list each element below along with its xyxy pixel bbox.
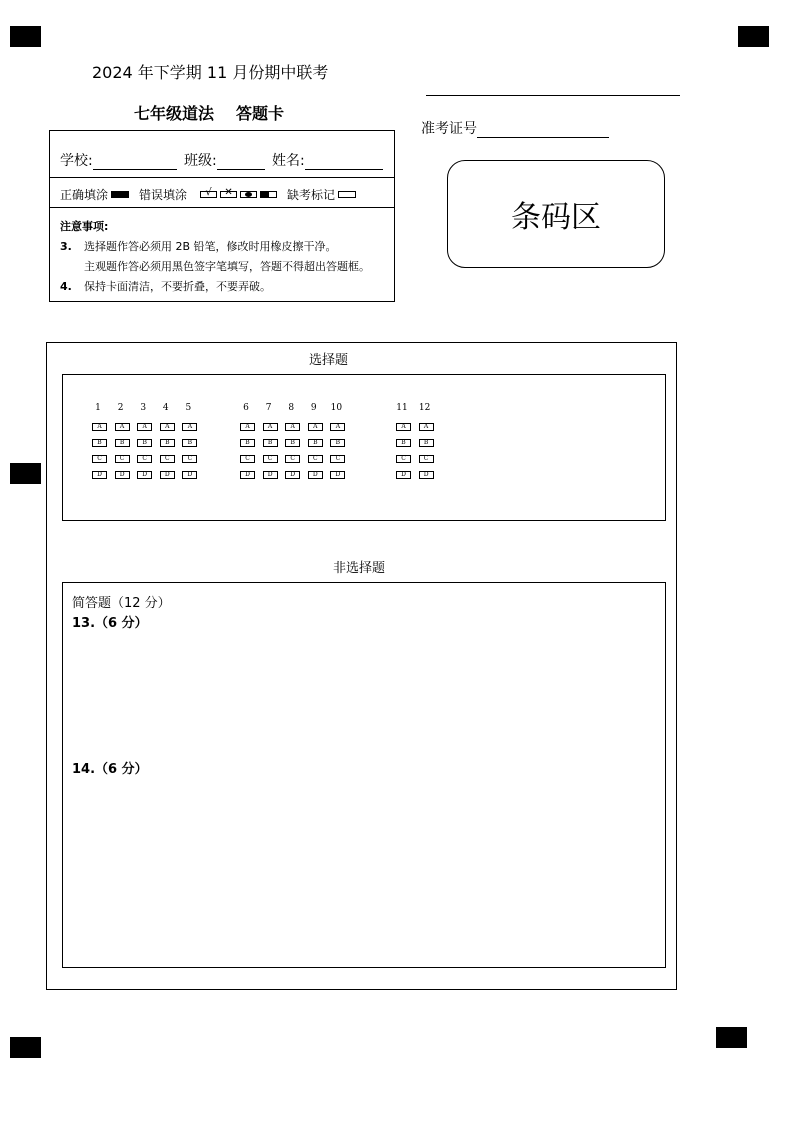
registration-marker-bottom-left [10, 1037, 41, 1058]
question-number-7: 7 [265, 403, 272, 413]
student-info-row [50, 131, 394, 178]
bubble-q8-c[interactable]: C [285, 455, 300, 463]
bubble-q9-a[interactable]: A [308, 423, 323, 431]
bubble-q2-b[interactable]: B [115, 439, 130, 447]
bubble-q12-b[interactable]: B [419, 439, 434, 447]
signature-line [426, 95, 680, 96]
bubble-q7-c[interactable]: C [263, 455, 278, 463]
bubble-q6-d[interactable]: D [240, 471, 255, 479]
bubble-q1-c[interactable]: C [92, 455, 107, 463]
name-label: 姓名: [272, 153, 305, 169]
bubble-q7-a[interactable]: A [263, 423, 278, 431]
barcode-label: 条码区 [511, 200, 601, 235]
bubble-q11-b[interactable]: B [396, 439, 411, 447]
question-number-5: 5 [185, 403, 192, 413]
short-answer-heading: 简答题（12 分） [72, 596, 171, 611]
bubble-q7-b[interactable]: B [263, 439, 278, 447]
bubble-q11-a[interactable]: A [396, 423, 411, 431]
bubble-q11-c[interactable]: C [396, 455, 411, 463]
short-answer-box[interactable] [62, 582, 666, 968]
bubble-q5-d[interactable]: D [182, 471, 197, 479]
question-number-10: 10 [330, 403, 343, 413]
wrong-fill-dot-icon [240, 191, 257, 198]
bubble-q4-c[interactable]: C [160, 455, 175, 463]
admission-number-label: 准考证号 [421, 121, 477, 137]
name-field[interactable] [272, 150, 383, 170]
bubble-q12-c[interactable]: C [419, 455, 434, 463]
bubble-q4-a[interactable]: A [160, 423, 175, 431]
bubble-q12-d[interactable]: D [419, 471, 434, 479]
bubble-q10-d[interactable]: D [330, 471, 345, 479]
note-item: 3. 选择题作答必须用 2B 铅笔，修改时用橡皮擦干净。 [60, 240, 337, 253]
bubble-q6-c[interactable]: C [240, 455, 255, 463]
question-number-3: 3 [140, 403, 147, 413]
card-name: 答题卡 [236, 104, 285, 123]
note-item: 4. 保持卡面清洁，不要折叠，不要弄破。 [60, 280, 271, 293]
notes-heading: 注意事项: [60, 220, 109, 233]
fill-guide-row [50, 178, 394, 208]
class-field[interactable] [184, 150, 265, 170]
registration-marker-top-right [738, 26, 769, 47]
bubble-q9-d[interactable]: D [308, 471, 323, 479]
school-blank[interactable] [93, 155, 177, 170]
registration-marker-mid-left [10, 463, 41, 484]
student-info-box [49, 130, 395, 302]
school-label: 学校: [60, 153, 93, 169]
bubble-q2-d[interactable]: D [115, 471, 130, 479]
bubble-q5-c[interactable]: C [182, 455, 197, 463]
bubble-q11-d[interactable]: D [396, 471, 411, 479]
subject-name: 七年级道法 [134, 104, 215, 123]
barcode-area [447, 160, 665, 268]
bubble-q8-a[interactable]: A [285, 423, 300, 431]
bubble-q8-b[interactable]: B [285, 439, 300, 447]
bubble-q4-d[interactable]: D [160, 471, 175, 479]
bubble-q10-c[interactable]: C [330, 455, 345, 463]
bubble-q6-a[interactable]: A [240, 423, 255, 431]
absent-mark-box[interactable] [338, 191, 356, 198]
notes [60, 217, 370, 297]
exam-title: 2024 年下学期 11 月份期中联考 [92, 63, 329, 82]
wrong-fill-label: 错误填涂 [139, 188, 188, 202]
bubble-q5-b[interactable]: B [182, 439, 197, 447]
admission-number-field[interactable] [421, 118, 609, 138]
non-choice-section-title: 非选择题 [333, 561, 386, 576]
bubble-q12-a[interactable]: A [419, 423, 434, 431]
bubble-q8-d[interactable]: D [285, 471, 300, 479]
bubble-q2-a[interactable]: A [115, 423, 130, 431]
card-title [134, 101, 284, 124]
wrong-fill-cross-icon: ✕ [220, 191, 237, 198]
registration-marker-top-left [10, 26, 41, 47]
question-number-12: 12 [418, 403, 431, 413]
admission-number-blank[interactable] [477, 123, 609, 138]
wrong-fill-check-icon: √ [200, 191, 217, 198]
bubble-q9-c[interactable]: C [308, 455, 323, 463]
question-number-1: 1 [95, 403, 101, 413]
bubble-q5-a[interactable]: A [182, 423, 197, 431]
fill-guide [60, 186, 356, 203]
question-number-11: 11 [396, 403, 408, 413]
question-number-4: 4 [162, 403, 169, 413]
question-number-8: 8 [288, 403, 295, 413]
bubble-q1-b[interactable]: B [92, 439, 107, 447]
wrong-fill-half-icon [260, 191, 277, 198]
bubble-q3-c[interactable]: C [137, 455, 152, 463]
question-number-6: 6 [243, 403, 249, 413]
bubble-q2-c[interactable]: C [115, 455, 130, 463]
bubble-q3-d[interactable]: D [137, 471, 152, 479]
question-number-2: 2 [117, 403, 124, 413]
choice-section-title: 选择题 [309, 353, 349, 368]
question-14-label: 14.（6 分） [72, 762, 148, 777]
bubble-q1-d[interactable]: D [92, 471, 107, 479]
class-blank[interactable] [217, 155, 265, 170]
correct-fill-example-icon [111, 191, 129, 198]
bubble-q4-b[interactable]: B [160, 439, 175, 447]
bubble-q7-d[interactable]: D [263, 471, 278, 479]
class-label: 班级: [184, 153, 217, 169]
bubble-q9-b[interactable]: B [308, 439, 323, 447]
name-blank[interactable] [305, 155, 383, 170]
bubble-q6-b[interactable]: B [240, 439, 255, 447]
correct-fill-label: 正确填涂 [60, 188, 109, 202]
note-item-continued: 主观题作答必须用黑色签字笔填写，答题不得超出答题框。 [84, 260, 370, 273]
bubble-q10-a[interactable]: A [330, 423, 345, 431]
bubble-q1-a[interactable]: A [92, 423, 107, 431]
school-field[interactable] [60, 150, 177, 170]
absent-mark-label: 缺考标记 [287, 188, 336, 202]
bubble-q10-b[interactable]: B [330, 439, 345, 447]
choice-question-box [62, 374, 666, 521]
registration-marker-bottom-right [716, 1027, 747, 1048]
question-13-label: 13.（6 分） [72, 616, 148, 631]
bubble-q3-b[interactable]: B [137, 439, 152, 447]
question-number-9: 9 [310, 403, 317, 413]
bubble-q3-a[interactable]: A [137, 423, 152, 431]
